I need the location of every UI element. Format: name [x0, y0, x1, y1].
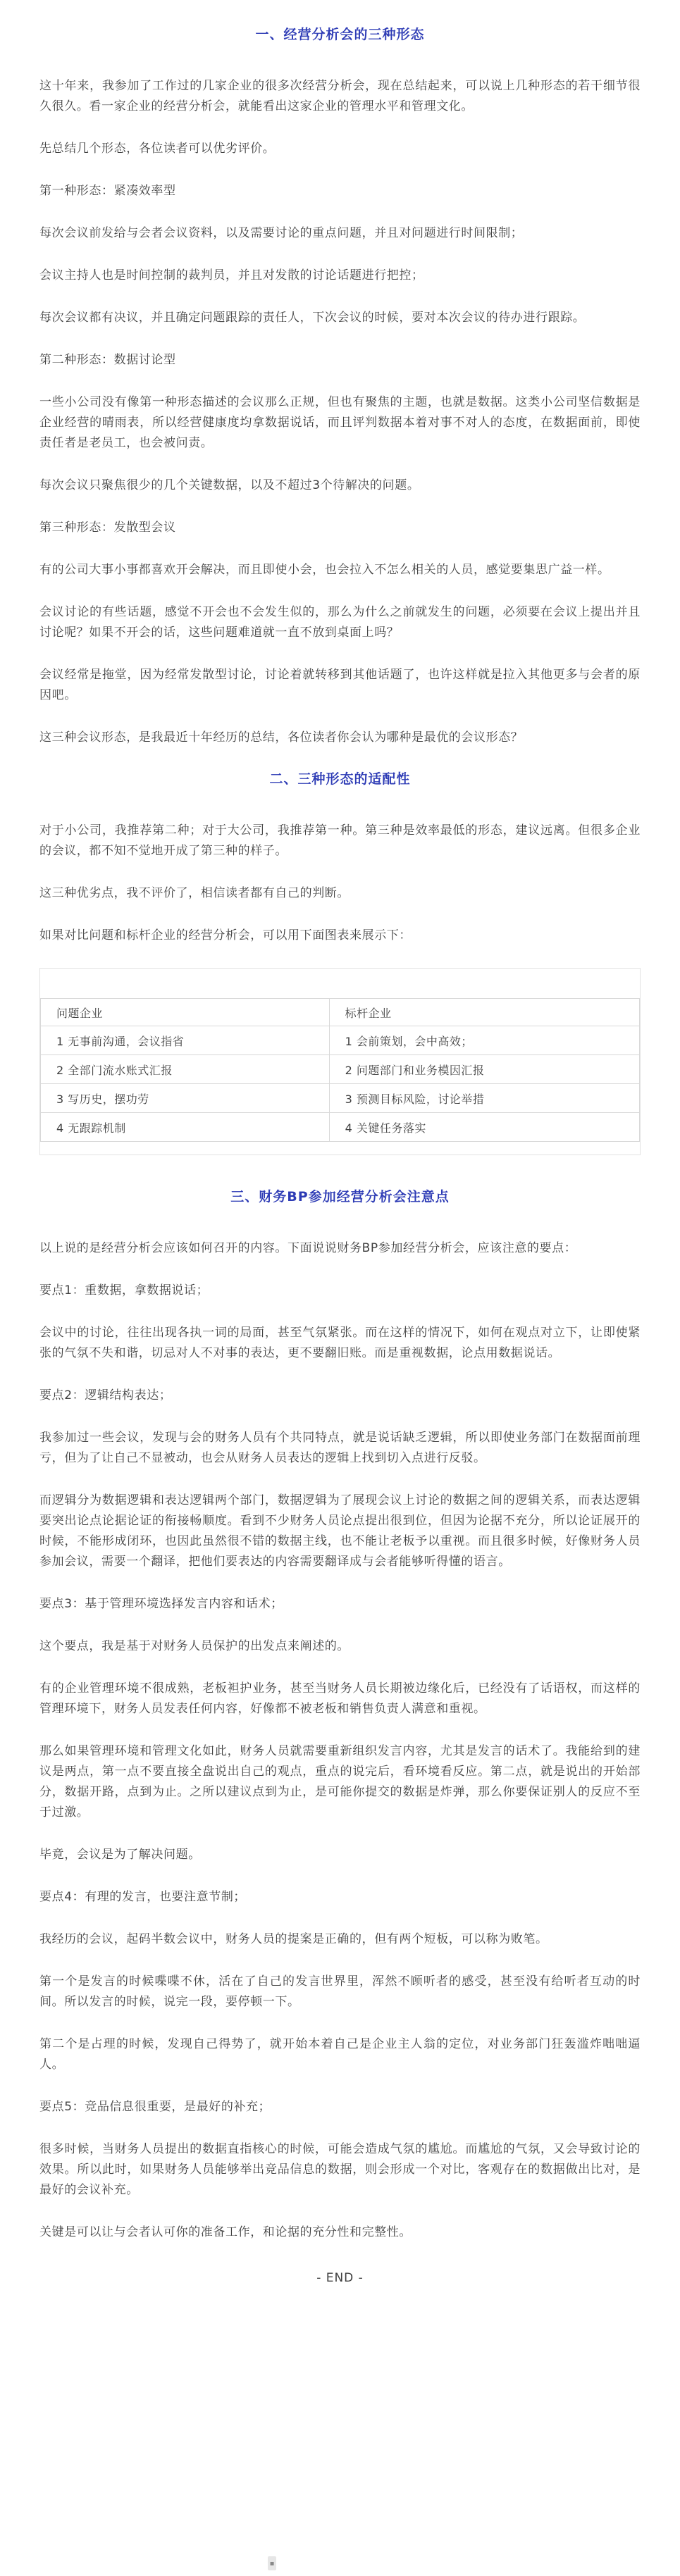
- table-cell: 2 问题部门和业务模因汇报: [329, 1055, 639, 1084]
- paragraph: 会议主持人也是时间控制的裁判员，并且对发散的讨论话题进行把控；: [39, 268, 424, 282]
- section-1-body: [39, 76, 641, 748]
- table-cell: 4 关键任务落实: [329, 1113, 639, 1142]
- handle-glyph: ▪: [269, 2559, 275, 2568]
- comparison-table: [40, 998, 640, 1142]
- subheading-form-2: 第二种形态：数据讨论型: [39, 353, 176, 367]
- section-title-1: 一、经营分析会的三种形态: [255, 27, 425, 42]
- section-title-2: 二、三种形态的适配性: [269, 771, 411, 787]
- table-cell: 4 无跟踪机制: [41, 1113, 330, 1142]
- subheading-form-1: 第一种形态：紧凑效率型: [39, 184, 176, 198]
- paragraph: 第二个是占理的时候，发现自己得势了，就开始本着自己是企业主人翁的定位，对业务部门狂轰滥炸咄咄逼人。: [39, 2037, 641, 2072]
- table-row: [41, 1113, 640, 1142]
- table-header-row: [41, 999, 640, 1026]
- paragraph: 我经历的会议，起码半数会议中，财务人员的提案是正确的，但有两个短板，可以称为败笔。: [39, 1932, 548, 1946]
- paragraph: 有的公司大事小事都喜欢开会解决，而且即使小会，也会拉入不怎么相关的人员，感觉要集思广益一样。: [39, 563, 610, 577]
- section-3-body: [39, 1238, 641, 2243]
- paragraph: 一些小公司没有像第一种形态描述的会议那么正规，但也有聚焦的主题，也就是数据。这类小公司坚信数据是企业经营的晴雨表，所以经营健康度均拿数据说话，而且评判数据本着对事不对人的态度，在数据面前，即使责任者是老员工，也会被问责。: [39, 395, 641, 450]
- paragraph: 这三种优劣点，我不评价了，相信读者都有自己的判断。: [39, 886, 350, 900]
- key-point-1: 要点1：重数据，拿数据说话；: [39, 1283, 209, 1298]
- section-2-body: [39, 821, 641, 1155]
- paragraph: 对于小公司，我推荐第二种；对于大公司，我推荐第一种。第三种是效率最低的形态，建议远离。但很多企业的会议，都不知不觉地开成了第三种的样子。: [39, 823, 641, 858]
- paragraph: 我参加过一些会议，发现与会的财务人员有个共同特点，就是说话缺乏逻辑，所以即使业务部门在数据面前理亏，但为了让自己不显被动，也会从财务人员表达的逻辑上找到切入点进行反驳。: [39, 1431, 641, 1465]
- paragraph: 那么如果管理环境和管理文化如此，财务人员就需要重新组织发言内容，尤其是发言的话术了。我能给到的建议是两点，第一点不要直接全盘说出自己的观点，重点的说完后，看环境看反应。第二点，就是说出的开始部分，数据开路，点到为止。之所以建议点到为止，是可能你提交的数据是炸弹，那么你要保证别人的反应不至于过激。: [39, 1744, 641, 1819]
- paragraph: 而逻辑分为数据逻辑和表达逻辑两个部门，数据逻辑为了展现会议上讨论的数据之间的逻辑关系，而表达逻辑要突出论点论据论证的衔接畅顺度。看到不少财务人员论点提出很到位，但因为论据不充分，所以论证展开的时候，不能形成闭环，也因此虽然很不错的数据主线，也不能让老板予以重视。而且很多时候，好像财务人员参加会议，需要一个翻译，把他们要表达的内容需要翻译成与会者能够听得懂的语言。: [39, 1493, 641, 1569]
- paragraph: 这十年来，我参加了工作过的几家企业的很多次经营分析会，现在总结起来，可以说上几种形态的若干细节很久很久。看一家企业的经营分析会，就能看出这家企业的管理水平和管理文化。: [39, 79, 641, 113]
- paragraph: 关键是可以让与会者认可你的准备工作，和论据的充分性和完整性。: [39, 2225, 412, 2239]
- comparison-table-container: [39, 968, 641, 1155]
- table-header-cell: 标杆企业: [329, 999, 639, 1026]
- table-cell: 1 无事前沟通，会议指省: [41, 1026, 330, 1055]
- paragraph: 会议中的讨论，往往出现各执一词的局面，甚至气氛紧张。而在这样的情况下，如何在观点对立下，让即使紧张的气氛不失和谐，切忌对人不对事的表达，更不要翻旧账。而是重视数据，论点用数据说话。: [39, 1326, 641, 1360]
- paragraph: 每次会议前发给与会者会议资料，以及需要讨论的重点问题，并且对问题进行时间限制；: [39, 226, 524, 240]
- bottom-handle-icon: [268, 2556, 276, 2570]
- paragraph: 先总结几个形态，各位读者可以优劣评价。: [39, 142, 276, 156]
- paragraph: 很多时候，当财务人员提出的数据直指核心的时候，可能会造成气氛的尴尬。而尴尬的气氛，又会导致讨论的效果。所以此时，如果财务人员能够举出竞品信息的数据，则会形成一个对比，客观存在的数据做出比对，是最好的会议补充。: [39, 2142, 641, 2197]
- key-point-3: 要点3：基于管理环境选择发言内容和话术；: [39, 1597, 283, 1611]
- key-point-5: 要点5：竞品信息很重要，是最好的补充；: [39, 2100, 271, 2114]
- section-title-3: 三、财务BP参加经营分析会注意点: [230, 1189, 450, 1205]
- paragraph: 会议讨论的有些话题，感觉不开会也不会发生似的，那么为什么之前就发生的问题，必须要在会议上提出并且讨论呢？如果不开会的话，这些问题难道就一直不放到桌面上吗？: [39, 605, 641, 640]
- table-row: [41, 1026, 640, 1055]
- paragraph: 毕竟，会议是为了解决问题。: [39, 1848, 201, 1862]
- key-point-4: 要点4：有理的发言，也要注意节制；: [39, 1890, 247, 1904]
- table-cell: 3 预测目标风险，讨论举措: [329, 1084, 639, 1113]
- table-cell: 2 全部门流水账式汇报: [41, 1055, 330, 1084]
- paragraph: 有的企业管理环境不很成熟，老板袒护业务，甚至当财务人员长期被边缘化后，已经没有了话语权，而这样的管理环境下，财务人员发表任何内容，好像都不被老板和销售负责人满意和重视。: [39, 1681, 641, 1716]
- paragraph: 每次会议只聚焦很少的几个关键数据，以及不超过3个待解决的问题。: [39, 478, 420, 492]
- paragraph: 如果对比问题和标杆企业的经营分析会，可以用下面图表来展示下：: [39, 928, 412, 942]
- paragraph: 这三种会议形态，是我最近十年经历的总结，各位读者你会认为哪种是最优的会议形态？: [39, 730, 524, 745]
- paragraph: 这个要点，我是基于对财务人员保护的出发点来阐述的。: [39, 1639, 350, 1653]
- paragraph: 以上说的是经营分析会应该如何召开的内容。下面说说财务BP参加经营分析会，应该注意的要点：: [39, 1241, 577, 1255]
- paragraph: 会议经常是拖堂，因为经常发散型讨论，讨论着就转移到其他话题了，也许这样就是拉入其他更多与会者的原因吧。: [39, 668, 641, 702]
- end-marker: - END -: [316, 2271, 364, 2285]
- paragraph: 第一个是发言的时候喋喋不休，活在了自己的发言世界里，浑然不顾听者的感受，甚至没有给听者互动的时间。所以发言的时候，说完一段，要停顿一下。: [39, 1974, 641, 2009]
- table-header-cell: 问题企业: [41, 999, 330, 1026]
- table-cell: 1 会前策划，会中高效；: [329, 1026, 639, 1055]
- subheading-form-3: 第三种形态：发散型会议: [39, 521, 176, 535]
- table-row: [41, 1055, 640, 1084]
- paragraph: 每次会议都有决议，并且确定问题跟踪的责任人，下次会议的时候，要对本次会议的待办进行跟踪。: [39, 311, 586, 325]
- table-row: [41, 1084, 640, 1113]
- key-point-2: 要点2：逻辑结构表达；: [39, 1388, 172, 1402]
- table-cell: 3 写历史，摆功劳: [41, 1084, 330, 1113]
